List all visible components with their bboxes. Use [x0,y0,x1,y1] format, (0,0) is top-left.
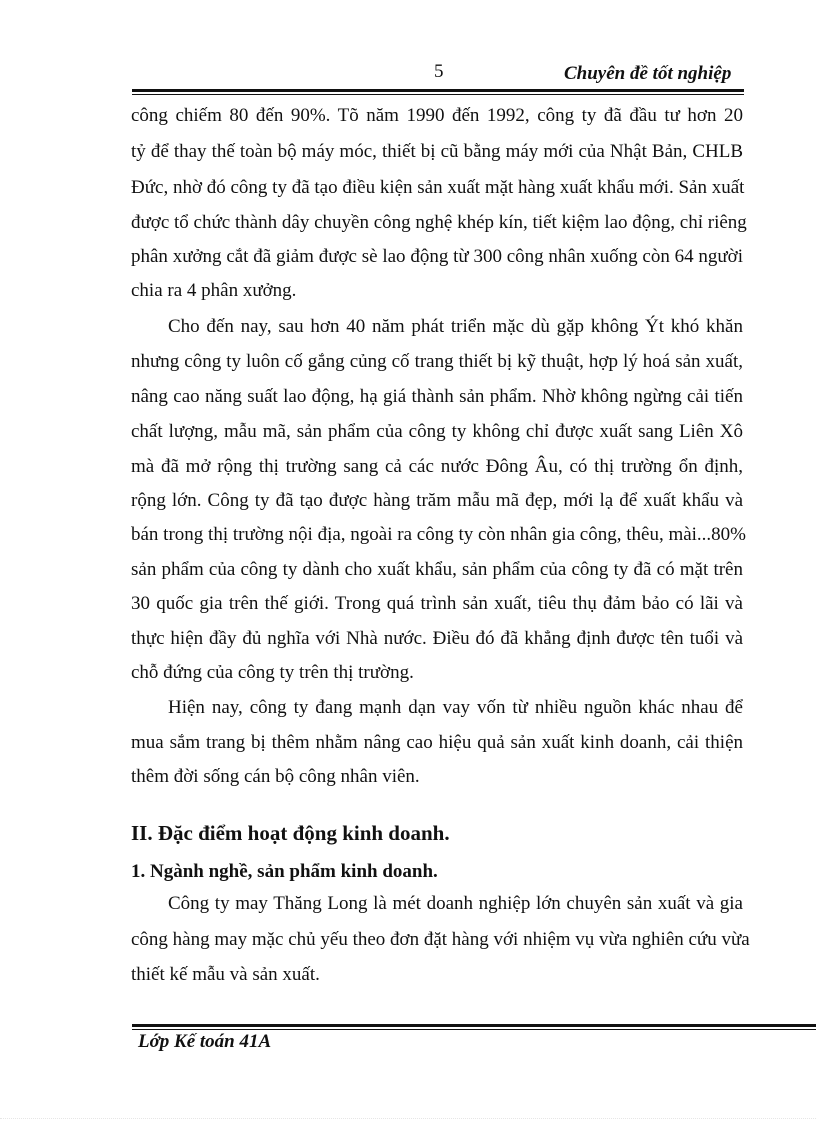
paragraph-line: Hiện nay, công ty đang mạnh dạn vay vốn từ nhiều nguồn khác nhau để [168,697,743,718]
footer-rule [132,1024,816,1027]
header-title: Chuyên đề tốt nghiệp [564,63,732,84]
paragraph-line: phân xưởng cắt đã giảm được sè lao động từ 300 công nhân xuống còn 64 người [131,246,743,267]
paragraph-line: nhưng công ty luôn cố gắng củng cố trang thiết bị kỹ thuật, hợp lý hoá sản xuất, [131,351,743,372]
header-rule [132,89,744,92]
paragraph-line: Đức, nhờ đó công ty đã tạo điều kiện sản xuất mặt hàng xuất khẩu mới. Sản xuất [131,177,745,198]
paragraph-line: thêm đời sống cán bộ công nhân viên. [131,766,420,787]
paragraph-line: Công ty may Thăng Long là mét doanh nghiệp lớn chuyên sản xuất và gia [168,893,743,914]
paragraph-line: 30 quốc gia trên thế giới. Trong quá trình sản xuất, tiêu thụ đảm bảo có lãi và [131,593,743,614]
section-heading: II. Đặc điểm hoạt động kinh doanh. [131,821,450,845]
paragraph-line: công hàng may mặc chủ yếu theo đơn đặt hàng với nhiệm vụ vừa nghiên cứu vừa [131,929,750,950]
paragraph-line: tỷ để thay thế toàn bộ máy móc, thiết bị cũ bằng máy mới của Nhật Bản, CHLB [131,141,743,162]
paragraph-line: thiết kế mẫu và sản xuất. [131,964,320,985]
paragraph-line: công chiếm 80 đến 90%. Tõ năm 1990 đến 1992, công ty đã đầu tư hơn 20 [131,105,743,126]
paragraph-line: rộng lớn. Công ty đã tạo được hàng trăm mẫu mã đẹp, mới lạ để xuất khẩu và [131,490,743,511]
paragraph-line: bán trong thị trường nội địa, ngoài ra công ty còn nhân gia công, thêu, mài...80% [131,524,747,545]
header-rule-thin [132,94,744,95]
paragraph-line: nâng cao năng suất lao động, hạ giá thành sản phẩm. Nhờ không ngừng cải tiến [131,386,743,407]
subsection-heading: 1. Ngành nghề, sản phẩm kinh doanh. [131,861,438,882]
paragraph-line: mua sắm trang bị thêm nhằm nâng cao hiệu quả sản xuất kinh doanh, cải thiện [131,732,743,753]
paragraph-line: thực hiện đầy đủ nghĩa với Nhà nước. Điều đó đã khẳng định được tên tuổi và [131,628,743,649]
paragraph-line: Cho đến nay, sau hơn 40 năm phát triển mặc dù gặp không Ýt khó khăn [168,316,743,337]
paragraph-line: chia ra 4 phân xưởng. [131,280,297,301]
page-number: 5 [434,61,444,82]
paragraph-line: chỗ đứng của công ty trên thị trường. [131,662,414,683]
paragraph-line: sản phẩm của công ty dành cho xuất khẩu, sản phẩm của công ty đã có mặt trên [131,559,743,580]
paragraph-line: được tổ chức thành dây chuyền công nghệ khép kín, tiết kiệm lao động, chỉ riêng [131,212,747,233]
footer-class-name: Lớp Kế toán 41A [138,1031,272,1052]
page-bottom-divider [0,1118,816,1119]
paragraph-line: mà đã mở rộng thị trường sang cả các nước Đông Âu, có thị trường ổn định, [131,456,743,477]
paragraph-line: chất lượng, mẫu mã, sản phẩm của công ty không chỉ được xuất sang Liên Xô [131,421,743,442]
